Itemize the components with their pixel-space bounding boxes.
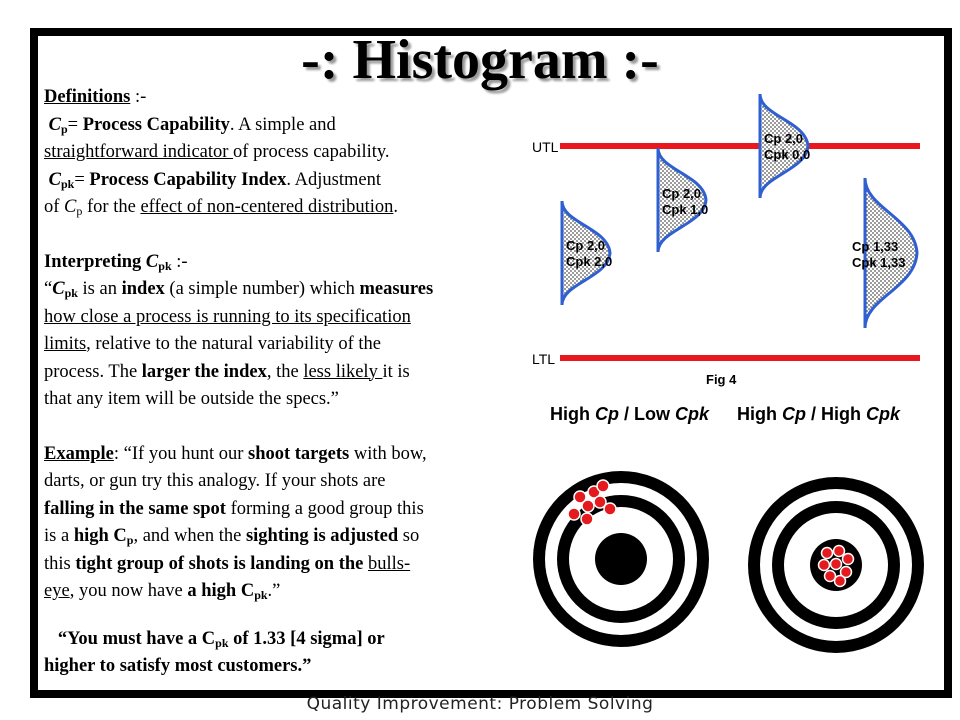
interpreting-line-4: process. The larger the index, the less likely it is bbox=[44, 361, 410, 382]
definitions-heading: Definitions :- bbox=[44, 87, 147, 107]
interpreting-heading: Interpreting $C_{pk}$ :- bbox=[44, 251, 188, 273]
interpreting-line-1: “$C_{pk}$ is an index (a simple number) which measures bbox=[44, 279, 434, 300]
cpk-definition: $C_{pk}=$ Process Capability Index. Adjustment bbox=[48, 169, 381, 191]
distribution-3 bbox=[760, 94, 811, 198]
dist-3-cp: Cp 2,0 bbox=[764, 131, 804, 146]
ltl-label: LTL bbox=[532, 351, 556, 367]
example-line-4: is a high $C_p$, and when the sighting is adjusted so bbox=[44, 526, 420, 547]
dist-3-cpk: Cpk 0,0 bbox=[764, 147, 811, 162]
cp-definition: $C_p=$ Process Capability. A simple and bbox=[48, 114, 336, 136]
cp-cpk-figure bbox=[520, 88, 925, 438]
caption-left: High Cp / Low Cpk bbox=[550, 404, 710, 424]
dist-2-cp: Cp 2,0 bbox=[662, 186, 702, 201]
example-line-1: Example: “If you hunt our shoot targets with bow, bbox=[44, 443, 427, 464]
slide-footer: Quality Improvement: Problem Solving bbox=[306, 694, 654, 714]
dist-4-cp: Cp 1,33 bbox=[852, 239, 899, 254]
example-line-5: this tight group of shots is landing on the bulls- bbox=[44, 553, 411, 574]
cpk-definition-2: of $C_p$ for the effect of non-centered distribution. bbox=[44, 197, 398, 218]
dist-4-cpk: Cpk 1,33 bbox=[852, 255, 906, 270]
fig-label: Fig 4 bbox=[706, 372, 737, 387]
interpreting-line-2: how close a process is running to its specification bbox=[44, 306, 411, 327]
dist-2-cpk: Cpk 1,0 bbox=[662, 202, 709, 217]
conclusion-line-2: higher to satisfy most customers.” bbox=[44, 656, 312, 676]
target-left bbox=[533, 471, 709, 647]
example-line-3: falling in the same spot forming a good group this bbox=[44, 498, 424, 519]
body-text bbox=[44, 84, 534, 681]
dist-1-cpk: Cpk 2,0 bbox=[566, 254, 613, 269]
distribution-1 bbox=[562, 201, 613, 305]
conclusion-line-1: “You must have a $C_{pk}$ of 1.33 [4 sigma] or bbox=[57, 628, 385, 650]
dist-1-cp: Cp 2,0 bbox=[566, 238, 606, 253]
caption-right: High Cp / High Cpk bbox=[737, 404, 901, 424]
example-line-6: eye, you now have a high $C_{pk}$.” bbox=[44, 581, 281, 602]
interpreting-line-3: limits, relative to the natural variability of the bbox=[44, 334, 382, 354]
utl-label: UTL bbox=[532, 139, 559, 155]
slide-title: -: Histogram :- bbox=[301, 29, 659, 91]
shooting-targets bbox=[506, 462, 926, 670]
cp-definition-2: straightforward indicator of process capability. bbox=[44, 142, 390, 162]
interpreting-line-5: that any item will be outside the specs.” bbox=[44, 389, 339, 409]
example-line-2: darts, or gun try this analogy. If your shots are bbox=[44, 471, 386, 491]
